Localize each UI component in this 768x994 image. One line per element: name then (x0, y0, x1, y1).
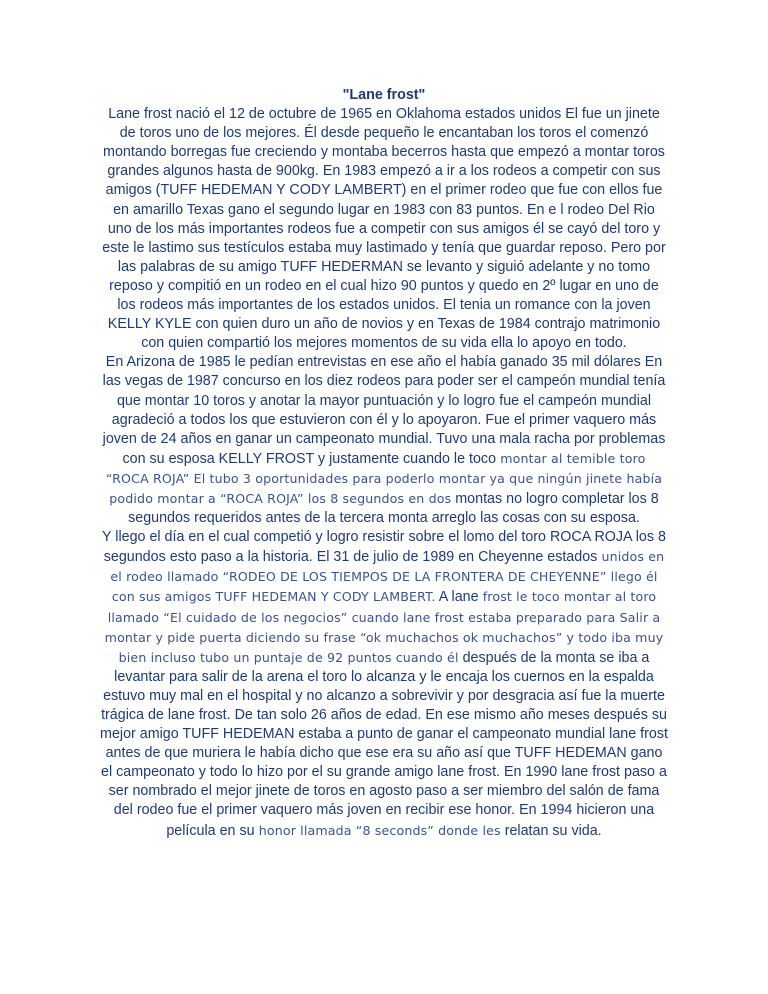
paragraph-text: En Arizona de 1985 le pedían entrevistas en ese año el había ganado 35 mil dólares En las vegas de 1987 concurso en los diez rodeos para poder ser el campeón mundial tenía que montar 10 toros y anotar la mayor puntuación y lo logro fue el campeón mundial agradeció a todos los que estuvieron con él y lo apoyaron. Fue el primer vaquero más joven de 24 años en ganar un campeonato mundial. Tuvo una mala racha por problemas con su esposa KELLY FROST y justamente cuando le toco (102, 354, 666, 467)
body-paragraph (100, 105, 668, 353)
body-paragraph (100, 528, 668, 841)
body-paragraph (100, 353, 668, 528)
paragraph-container (100, 105, 668, 841)
paragraph-text: A lane (435, 589, 479, 606)
paragraph-text: después de la monta se iba a levantar para salir de la arena el toro lo alcanza y le encaja los cuernos en la espalda estuvo muy mal en el hospital y no alcanzo a sobrevivir y por desgracia así fue la muerte trágica de lane frost. De tan solo 26 años de edad. En ese mismo año meses después su mejor amigo TUFF HEDEMAN estaba a punto de ganar el campeonato mundial lane frost antes de que muriera le había dicho que ese era su año así que TUFF HEDEMAN gano el campeonato y todo lo hizo por el su grande amigo lane frost. En 1990 lane frost paso a ser nombrado el mejor jinete de toros en agosto paso a ser miembro del salón de fama del rodeo fue el primer vaquero más joven en recibir ese honor. En 1994 hicieron una película en su (100, 649, 668, 839)
paragraph-text: frost le toco montar al toro llamado “El cuidado de los negocios” cuando lane frost estaba preparado para Salir a montar y pide puerta diciendo su frase “ok muchachos ok muchachos” y todo iba muy bien incluso tubo un puntaje de 92 puntos cuando él (104, 589, 664, 665)
paragraph-text: honor llamada “8 seconds” donde les (254, 822, 501, 838)
paragraph-text: unidos en el rodeo llamado “RODEO DE LOS TIEMPOS DE LA FRONTERA DE CHEYENNE” llego él con sus amigos TUFF HEDEMAN Y CODY LAMBERT. (110, 549, 665, 605)
paragraph-text: Y llego el día en el cual competió y logro resistir sobre el lomo del toro ROCA ROJA los 8 segundos esto paso a la historia. El 31 de julio de 1989 en Cheyenne estados (102, 529, 666, 566)
paragraph-text: montas no logro completar los 8 segundos requeridos antes de la tercera monta arreglo las cosas con su esposa. (128, 490, 659, 527)
document-title: "Lane frost" (342, 87, 426, 103)
paragraph-text: relatan su vida. (500, 822, 602, 839)
paragraph-text: montar al temible toro “ROCA ROJA” El tubo 3 oportunidades para poderlo montar ya que ningún jinete había podido montar a “ROCA ROJA” los 8 segundos en dos (105, 450, 663, 506)
paragraph-text: Lane frost nació el 12 de octubre de 1965 en Oklahoma estados unidos El fue un jinete de toros uno de los mejores. Él desde pequeño le encantaban los toros el comenzó montando borregas fue creciendo y montaba becerros hasta que empezó a montar toros grandes algunos hasta de 900kg. En 1983 empezó a ir a los rodeos a competir con sus amigos (TUFF HEDEMAN Y CODY LAMBERT) en el primer rodeo que fue con ellos fue en amarillo Texas gano el segundo lugar en 1983 con 83 puntos. En e l rodeo Del Rio uno de los más importantes rodeos fue a competir con sus amigos él se cayó del toro y este le lastimo sus testículos estaba muy lastimado y tenía que guardar reposo. Pero por las palabras de su amigo TUFF HEDERMAN se levanto y siguió adelante y no tomo reposo y compitió en un rodeo en el cual hizo 90 puntos y quedo en 2º lugar en uno de los rodeos más importantes de los estados unidos. El tenia un romance con la joven KELLY KYLE con quien duro un año de novios y en Texas de 1984 contrajo matrimonio con quien compartió los mejores momentos de su vida ella lo apoyo en todo. (102, 106, 666, 352)
document-body (100, 86, 668, 841)
